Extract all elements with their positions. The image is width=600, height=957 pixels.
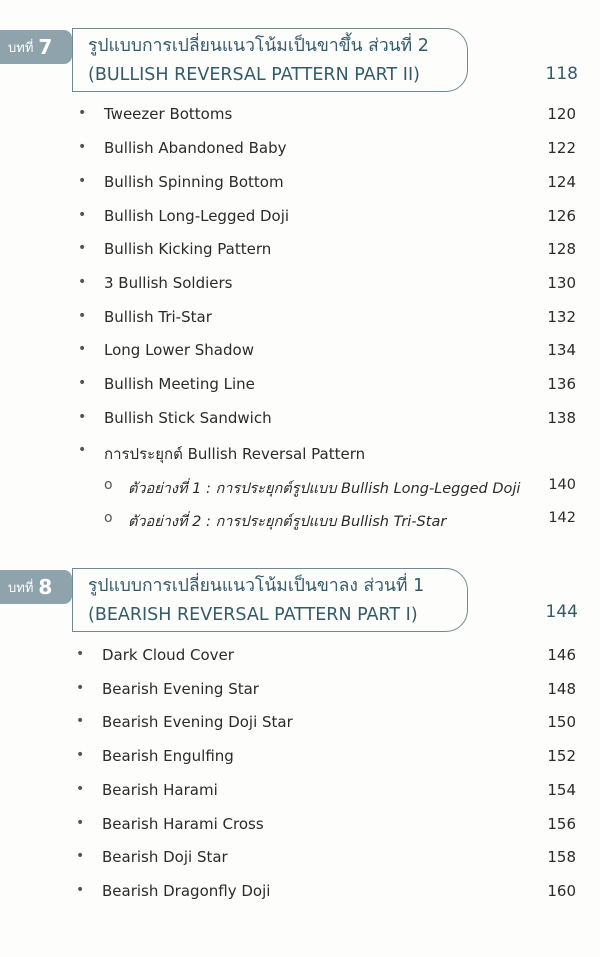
bullet-icon: • — [76, 747, 85, 763]
toc-entry[interactable] — [0, 848, 600, 872]
entry-page: 126 — [547, 207, 576, 225]
entry-page: 160 — [547, 882, 576, 900]
toc-entry[interactable] — [0, 139, 600, 163]
bullet-icon: • — [78, 207, 87, 223]
chapter-word: บทที่ — [8, 580, 34, 596]
entry-page: 130 — [547, 274, 576, 292]
entry-page: 136 — [547, 375, 576, 393]
entry-label: 3 Bullish Soldiers — [104, 274, 233, 292]
entry-label: Bullish Stick Sandwich — [104, 409, 272, 427]
chapter-number: 7 — [38, 35, 53, 59]
chapter-title — [88, 32, 429, 90]
toc-entry[interactable] — [0, 815, 600, 839]
entry-label: Bearish Harami — [102, 781, 218, 799]
toc-entry[interactable] — [0, 680, 600, 704]
toc-entry[interactable] — [0, 646, 600, 670]
bullet-icon: • — [76, 781, 85, 797]
bullet-icon: • — [78, 274, 87, 290]
bullet-icon: • — [78, 105, 87, 121]
toc-entry[interactable] — [0, 207, 600, 231]
bullet-icon: • — [76, 848, 85, 864]
toc-entry[interactable] — [0, 882, 600, 906]
entry-page: 132 — [547, 308, 576, 326]
bullet-icon: • — [76, 646, 85, 662]
entry-label: Bearish Evening Doji Star — [102, 713, 293, 731]
toc-subentry[interactable] — [0, 477, 600, 501]
bullet-icon: • — [78, 375, 87, 391]
chapter-number: 8 — [38, 575, 53, 599]
entry-label: Bullish Meeting Line — [104, 375, 255, 393]
subentry-page: 142 — [548, 510, 576, 526]
toc-entry[interactable] — [0, 747, 600, 771]
chapter-title-line2: (BEARISH REVERSAL PATTERN PART I) — [88, 605, 418, 625]
entry-page: 134 — [547, 341, 576, 359]
bullet-icon: • — [76, 882, 85, 898]
entry-page: 156 — [547, 815, 576, 833]
entry-label: Bearish Evening Star — [102, 680, 259, 698]
entry-page: 128 — [547, 240, 576, 258]
entry-page: 150 — [547, 713, 576, 731]
toc-entry[interactable] — [0, 105, 600, 129]
entry-page: 146 — [547, 646, 576, 664]
bullet-icon: • — [78, 173, 87, 189]
toc-entry[interactable] — [0, 713, 600, 737]
chapter-badge — [0, 570, 72, 604]
entry-label: Bearish Engulfing — [102, 747, 234, 765]
entry-label: Bullish Kicking Pattern — [104, 240, 272, 258]
chapter-badge — [0, 30, 72, 64]
chapter-title — [88, 572, 424, 630]
entry-page: 138 — [547, 409, 576, 427]
bullet-icon: • — [78, 341, 87, 357]
entry-label: Bullish Abandoned Baby — [104, 139, 287, 157]
chapter-page: 118 — [545, 64, 578, 84]
entry-page: 122 — [547, 139, 576, 157]
toc-entry[interactable] — [0, 274, 600, 298]
entry-label: Tweezer Bottoms — [104, 105, 233, 123]
toc-entry[interactable] — [0, 341, 600, 365]
toc-entry[interactable] — [0, 781, 600, 805]
bullet-icon: • — [76, 713, 85, 729]
entry-label: Bearish Dragonfly Doji — [102, 882, 271, 900]
entry-label: Bullish Spinning Bottom — [104, 173, 284, 191]
entry-page: 148 — [547, 680, 576, 698]
chapter-title-line1: รูปแบบการเปลี่ยนแนวโน้มเป็นขาขึ้น ส่วนที่ 2 — [88, 36, 429, 56]
bullet-icon: • — [78, 409, 87, 425]
chapter-page: 144 — [545, 602, 578, 622]
toc-entry[interactable] — [0, 173, 600, 197]
subentry-label: ตัวอย่างที่ 2 : การประยุกต์รูปแบบ Bullish Tri-Star — [128, 514, 447, 530]
toc-entry[interactable] — [0, 442, 600, 466]
toc-entry[interactable] — [0, 409, 600, 433]
circle-bullet-icon: o — [104, 510, 113, 526]
chapter-title-line2: (BULLISH REVERSAL PATTERN PART II) — [88, 65, 420, 85]
subentry-label: ตัวอย่างที่ 1 : การประยุกต์รูปแบบ Bullish Long-Legged Doji — [128, 481, 521, 497]
entry-page: 152 — [547, 747, 576, 765]
toc-entry[interactable] — [0, 375, 600, 399]
chapter-title-line1: รูปแบบการเปลี่ยนแนวโน้มเป็นขาลง ส่วนที่ 1 — [88, 576, 425, 596]
circle-bullet-icon: o — [104, 477, 113, 493]
entry-label: Bullish Tri-Star — [104, 308, 212, 326]
entry-label: Bullish Long-Legged Doji — [104, 207, 290, 225]
bullet-icon: • — [76, 815, 85, 831]
entry-label: การประยุกต์ Bullish Reversal Pattern — [104, 445, 366, 463]
entry-label: Long Lower Shadow — [104, 341, 254, 359]
entry-page: 154 — [547, 781, 576, 799]
toc-subentry[interactable] — [0, 510, 600, 534]
entry-page: 120 — [547, 105, 576, 123]
entry-page: 124 — [547, 173, 576, 191]
bullet-icon: • — [78, 308, 87, 324]
entry-label: Dark Cloud Cover — [102, 646, 234, 664]
entry-label: Bearish Harami Cross — [102, 815, 264, 833]
toc-entry[interactable] — [0, 240, 600, 264]
bullet-icon: • — [78, 240, 87, 256]
entry-label: Bearish Doji Star — [102, 848, 228, 866]
bullet-icon: • — [78, 442, 87, 458]
bullet-icon: • — [76, 680, 85, 696]
subentry-page: 140 — [548, 477, 576, 493]
bullet-icon: • — [78, 139, 87, 155]
toc-entry[interactable] — [0, 308, 600, 332]
chapter-word: บทที่ — [8, 40, 34, 56]
entry-page: 158 — [547, 848, 576, 866]
